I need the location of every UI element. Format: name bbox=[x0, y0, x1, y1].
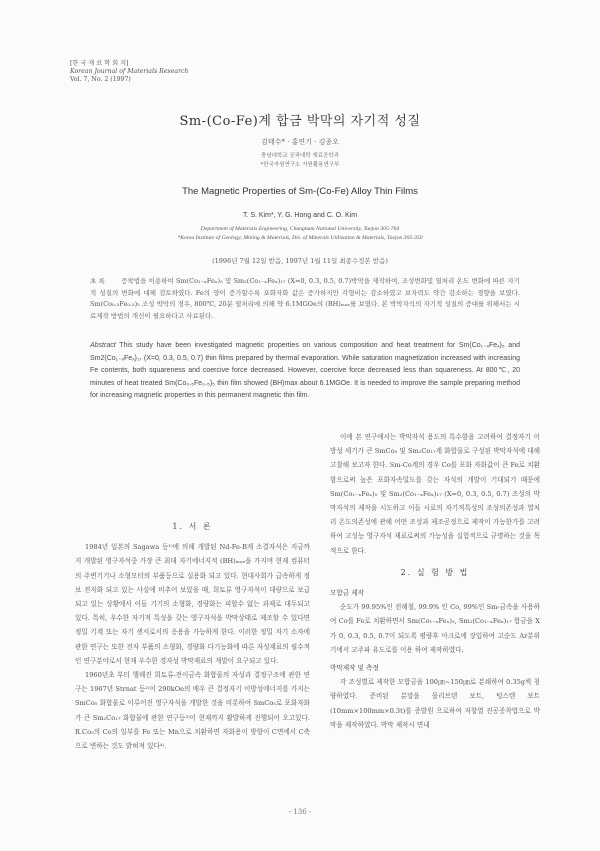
affiliations-english bbox=[0, 225, 600, 243]
journal-volume: Vol. 7, No. 2 (1997) bbox=[70, 76, 131, 83]
affiliation-ko-2: *한국자원연구소 자원활용연구부 bbox=[260, 162, 340, 168]
section-2-heading: 2. 실 험 방 법 bbox=[400, 567, 470, 577]
authors-english: T. S. Kim*, Y. G. Hong and C. O. Kim bbox=[242, 212, 358, 219]
left-column bbox=[75, 520, 310, 753]
received-dates: (1996년 7월 12일 받음, 1997년 1월 11일 최종수정본 받음) bbox=[212, 257, 388, 265]
section-2-paragraph-2: 각 조성별로 제작한 모합금을 100㎛~150㎛로 분쇄하여 0.35g씩 칭량하였다. 준비된 분말을 몰리브덴 보트, 텅스텐 보트(10mm×100mm×0.3t)를 증발원 으로하여 저항열 진공증착법으로 박막을 제작하였다. 박막 제작시 면내 bbox=[330, 678, 540, 729]
intro-paragraph-continued: 이에 본 연구에서는 박막자석 용도의 특수함을 고려하여 결정자기 이방성 세기가 큰 SmCo₅ 및 Sm₂Co₁₇계 화합물로 구성된 박막자석에 대해 고찰해 보고자 한다. Sm-Co계의 경우 Co를 포화 자화값이 큰 Fe로 치환함으로써 높은 포화자속밀도를 갖는 자석의 개발이 기대되기 때문에 Sm(Co₁₋ₓFeₓ)₅ 및 Sm₂(Co₁₋ₓFeₓ)₁₇ (X=0, 0.3, 0.5, 0.7) 조성의 박막자석의 제작을 시도하고 이들 시료의 자기적특성의 조성의존성과 열처리 온도의존성에 관해 어떤 조성과 제조공정으로 제작이 가능한가를 고려하여 고성능 영구자석 재료로써의 가능성을 실험적으로 규명하는 것을 목적으로 한다. bbox=[330, 433, 540, 555]
abstract-korean bbox=[90, 276, 520, 322]
section-1-paragraph-1: 1984년 일본의 Sagawa 등¹⁾에 의해 개발된 Nd-Fe-B계 소결자석은 지금까지 개발된 영구자석중 가장 큰 최대 자기에너지적 (BH)ₘₐₓ을 가지며 현재 컴퓨터의 주변기기나 소형모터의 부품등으로 실용화 되고 있다. 현대사회가 급속하게 정보 전자화 되고 있는 사실에 비추어 보았을 때, 희토류 영구자석이 대량으로 보급되고 있는 상황에서 이들 기기의 소형화, 경량화는 피할수 없는 과제로 대두되고 있다. 특히, 우수한 자기적 특성을 갖는 영구자석을 박막상태로 제조할 수 있다면 정밀 기계 또는 자기 센서로서의 응용을 가능하게 한다. 이러한 정밀 자기 소자에 관한 연구는 또한 전자 부품의 소형화, 경량화 다기능화에 따른 자성재료의 필수적인 연구분야로서 현재 우수한 경자성 박막재료의 개발이 요구되고 있다. bbox=[75, 543, 310, 665]
abstract-english-label: Abstract bbox=[90, 342, 116, 349]
journal-header bbox=[70, 60, 188, 84]
affiliation-ko-1: 충남대학교 공과대학 재료공학과 bbox=[261, 153, 339, 159]
authors-korean: 김태수* · 홍연기 · 김종오 bbox=[261, 138, 339, 146]
abstract-english bbox=[90, 340, 520, 403]
journal-name-en: Korean Journal of Materials Research bbox=[70, 68, 189, 75]
page-number: - 136 - bbox=[288, 808, 312, 816]
subsection-film-preparation: 박막제작 및 측정 bbox=[330, 664, 379, 673]
right-column bbox=[330, 430, 540, 732]
abstract-korean-text: 증착법을 이용하여 Sm(Co₁₋ₓFeₓ)₅ 및 Sm₂(Co₁₋ₓFeₓ)₁₇ (X=0, 0.3, 0.5, 0.7)박막을 제작하여, 조성변화및 열처리 온도 변화에 따른 자기적 성질의 변화에 대해 검토하였다. Fe의 양이 증가할수록 포화자화 값은 증가하지만 각형비는 감소하였고 보자력도 약간 감소하는 경향을 보였다. Sm(Co₀.₅Fe₀.₅)₅ 조성 박막의 경우, 800℃, 20분 열처리에 의해 약 6.1MGOe의 (BH)ₘₐₓ를 보였다. 본 박막자석의 자기적 성질의 증대를 위해서는 시료제작 방법의 개선이 필요하다고 사료된다. bbox=[90, 277, 520, 320]
section-1-heading: 1. 서 론 bbox=[172, 522, 213, 531]
section-2-paragraph-1: 순도가 99.95%인 전해철, 99.9% 인 Co, 99%인 Sm-금속을 사용하여 Co를 Fe로 치환하면서 Sm(Co₁₋ₓFeₓ)₅, Sm₂(Co₁₋ₓFeₓ)₁₇ 합금을 X가 0, 0.3, 0.5, 0.7이 되도록 평량후 아크로에 장입하여 고순도 Ar분위기에서 고주파 유도로를 이용 하여 제작하였다. bbox=[330, 603, 540, 654]
abstract-english-text: This study have been investigated magnetic properties on various composition and heat treatment for Sm(Co₁₋ₓFeₓ)₅ and Sm2(Co₁₋ₓFeₓ)₁₇ (X=0, 0.3, 0.5, 0.7) thin films prepared by thermal evaporation. While saturation magnetization increased with increasing Fe contents, both squareness and coercive force decreased. However, coercive force decreased less than squareness. At 800℃, 20 minutes of heat treated Sm(Co₀.₅Fe₀.₅)₅ thin film showed (BH)max about 6.1MGOe. It is needed to improve the sample preparing method for increasing magnetic properties in this permanent magnetic thin film. bbox=[90, 342, 520, 399]
subsection-alloy-preparation: 모합금 제작 bbox=[330, 589, 364, 598]
section-1-paragraph-2: 1960년초 부터 행해진 희토류-전이금속 화합물의 자성과 결정구조에 관한 연구는 1967년 Strnat 등²⁾이 290kOe의 매우 큰 결정자기 이방성에너지를 가지는 SmCo₅ 화합물로 이루어진 영구자석을 개발한 것을 비롯하여 SmCo₅로 포화자화가 큰 Sm₂Co₁₇ 화합물에 관한 연구등³⁾이 현재까지 활발하게 진행되어 오고있다. R.Co₅의 Co의 일부를 Fe 또는 Mn으로 치환하면 자화용이 방향이 C면에서 C축으로 변하는 것도 밝혀져 있다⁴⁾. bbox=[75, 671, 310, 751]
title-english: The Magnetic Properties of Sm-(Co-Fe) Alloy Thin Films bbox=[182, 186, 418, 197]
abstract-korean-label: 초 록 bbox=[90, 277, 105, 285]
affiliation-en-2: *Korea Institute of Geology, Mining & Materials, Div. of Minerals Utilization & Materials, Taejon 305-350 bbox=[177, 235, 423, 241]
journal-name-ko: [한 국 재 료 학 회 지] bbox=[70, 60, 129, 67]
affiliation-en-1: Department of Materials Engineering, Chungnam National University, Taejon 305-764 bbox=[200, 226, 400, 232]
affiliations-korean bbox=[0, 152, 600, 170]
title-korean: Sm-(Co-Fe)계 합금 박막의 자기적 성질 bbox=[179, 114, 421, 129]
